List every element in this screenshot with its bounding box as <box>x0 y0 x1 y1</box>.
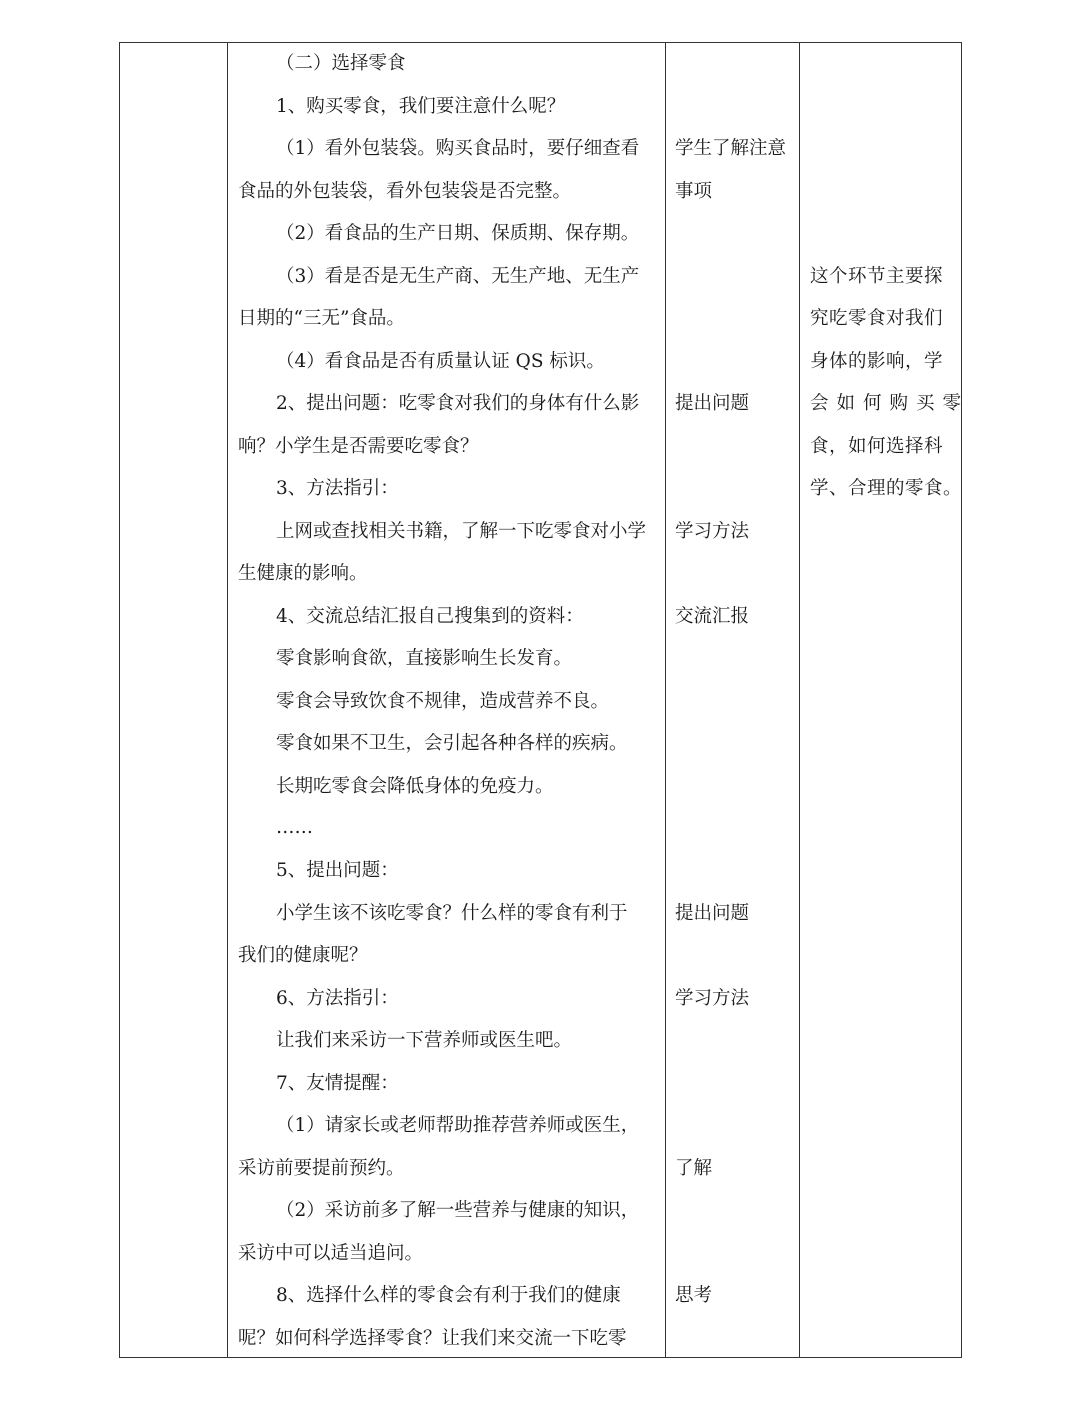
design-intent: 食，如何选择科 <box>810 436 944 457</box>
content-line: 6、方法指引： <box>276 988 399 1009</box>
content-line: 长期吃零食会降低身体的免疫力。 <box>276 776 554 797</box>
content-line: 上网或查找相关书籍，了解一下吃零食对小学 <box>276 521 647 542</box>
content-line: 4、交流总结汇报自己搜集到的资料： <box>276 606 584 627</box>
column-divider <box>665 42 666 1358</box>
student-activity: 学习方法 <box>675 521 750 542</box>
content-line: 响？小学生是否需要吃零食？ <box>238 436 479 457</box>
content-line: 日期的“三无”食品。 <box>238 308 405 329</box>
content-line: 小学生该不该吃零食？什么样的零食有利于 <box>276 903 628 924</box>
content-line: 呢？如何科学选择零食？让我们来交流一下吃零 <box>238 1328 627 1349</box>
design-intent: 身体的影响，学 <box>810 351 944 372</box>
content-line: （1）请家长或老师帮助推荐营养师或医生， <box>276 1115 640 1136</box>
content-line: 我们的健康呢？ <box>238 945 368 966</box>
content-line: 零食如果不卫生，会引起各种各样的疾病。 <box>276 733 628 754</box>
content-line: 让我们来采访一下营养师或医生吧。 <box>276 1030 573 1051</box>
section-heading: （二）选择零食 <box>276 53 406 74</box>
content-line: 采访中可以适当追问。 <box>238 1243 424 1264</box>
content-line: 3、方法指引： <box>276 478 399 499</box>
student-activity: 了解 <box>675 1158 713 1179</box>
content-line: （1）看外包装袋。购买食品时，要仔细查看 <box>276 138 640 159</box>
content-line: （3）看是否是无生产商、无生产地、无生产 <box>276 266 640 287</box>
student-activity: 学习方法 <box>675 988 750 1009</box>
content-line: …… <box>276 817 313 838</box>
design-intent: 学、合理的零食。 <box>810 478 963 499</box>
content-line: 1、购买零食，我们要注意什么呢？ <box>276 96 566 117</box>
content-line: 采访前要提前预约。 <box>238 1158 405 1179</box>
column-divider <box>799 42 800 1358</box>
content-line: 生健康的影响。 <box>238 563 368 584</box>
design-intent: 会如何购买零 <box>810 393 970 414</box>
content-line: 零食影响食欲，直接影响生长发育。 <box>276 648 573 669</box>
student-activity: 提出问题 <box>675 903 750 924</box>
content-line: 零食会导致饮食不规律，造成营养不良。 <box>276 691 610 712</box>
student-activity: 思考 <box>675 1285 713 1306</box>
content-line: （4）看食品是否有质量认证 QS 标识。 <box>276 351 605 372</box>
student-activity: 学生了解注意 <box>675 138 787 159</box>
content-line: 7、友情提醒： <box>276 1073 399 1094</box>
student-activity: 事项 <box>675 181 713 202</box>
design-intent: 这个环节主要探 <box>810 266 944 287</box>
content-line: 5、提出问题： <box>276 860 399 881</box>
student-activity: 提出问题 <box>675 393 750 414</box>
content-line: 2、提出问题：吃零食对我们的身体有什么影 <box>276 393 640 414</box>
content-line: 8、选择什么样的零食会有利于我们的健康 <box>276 1285 621 1306</box>
design-intent: 究吃零食对我们 <box>810 308 944 329</box>
column-divider <box>227 42 228 1358</box>
content-line: 食品的外包装袋，看外包装袋是否完整。 <box>238 181 572 202</box>
student-activity: 交流汇报 <box>675 606 750 627</box>
content-line: （2）看食品的生产日期、保质期、保存期。 <box>276 223 640 244</box>
content-line: （2）采访前多了解一些营养与健康的知识， <box>276 1200 640 1221</box>
